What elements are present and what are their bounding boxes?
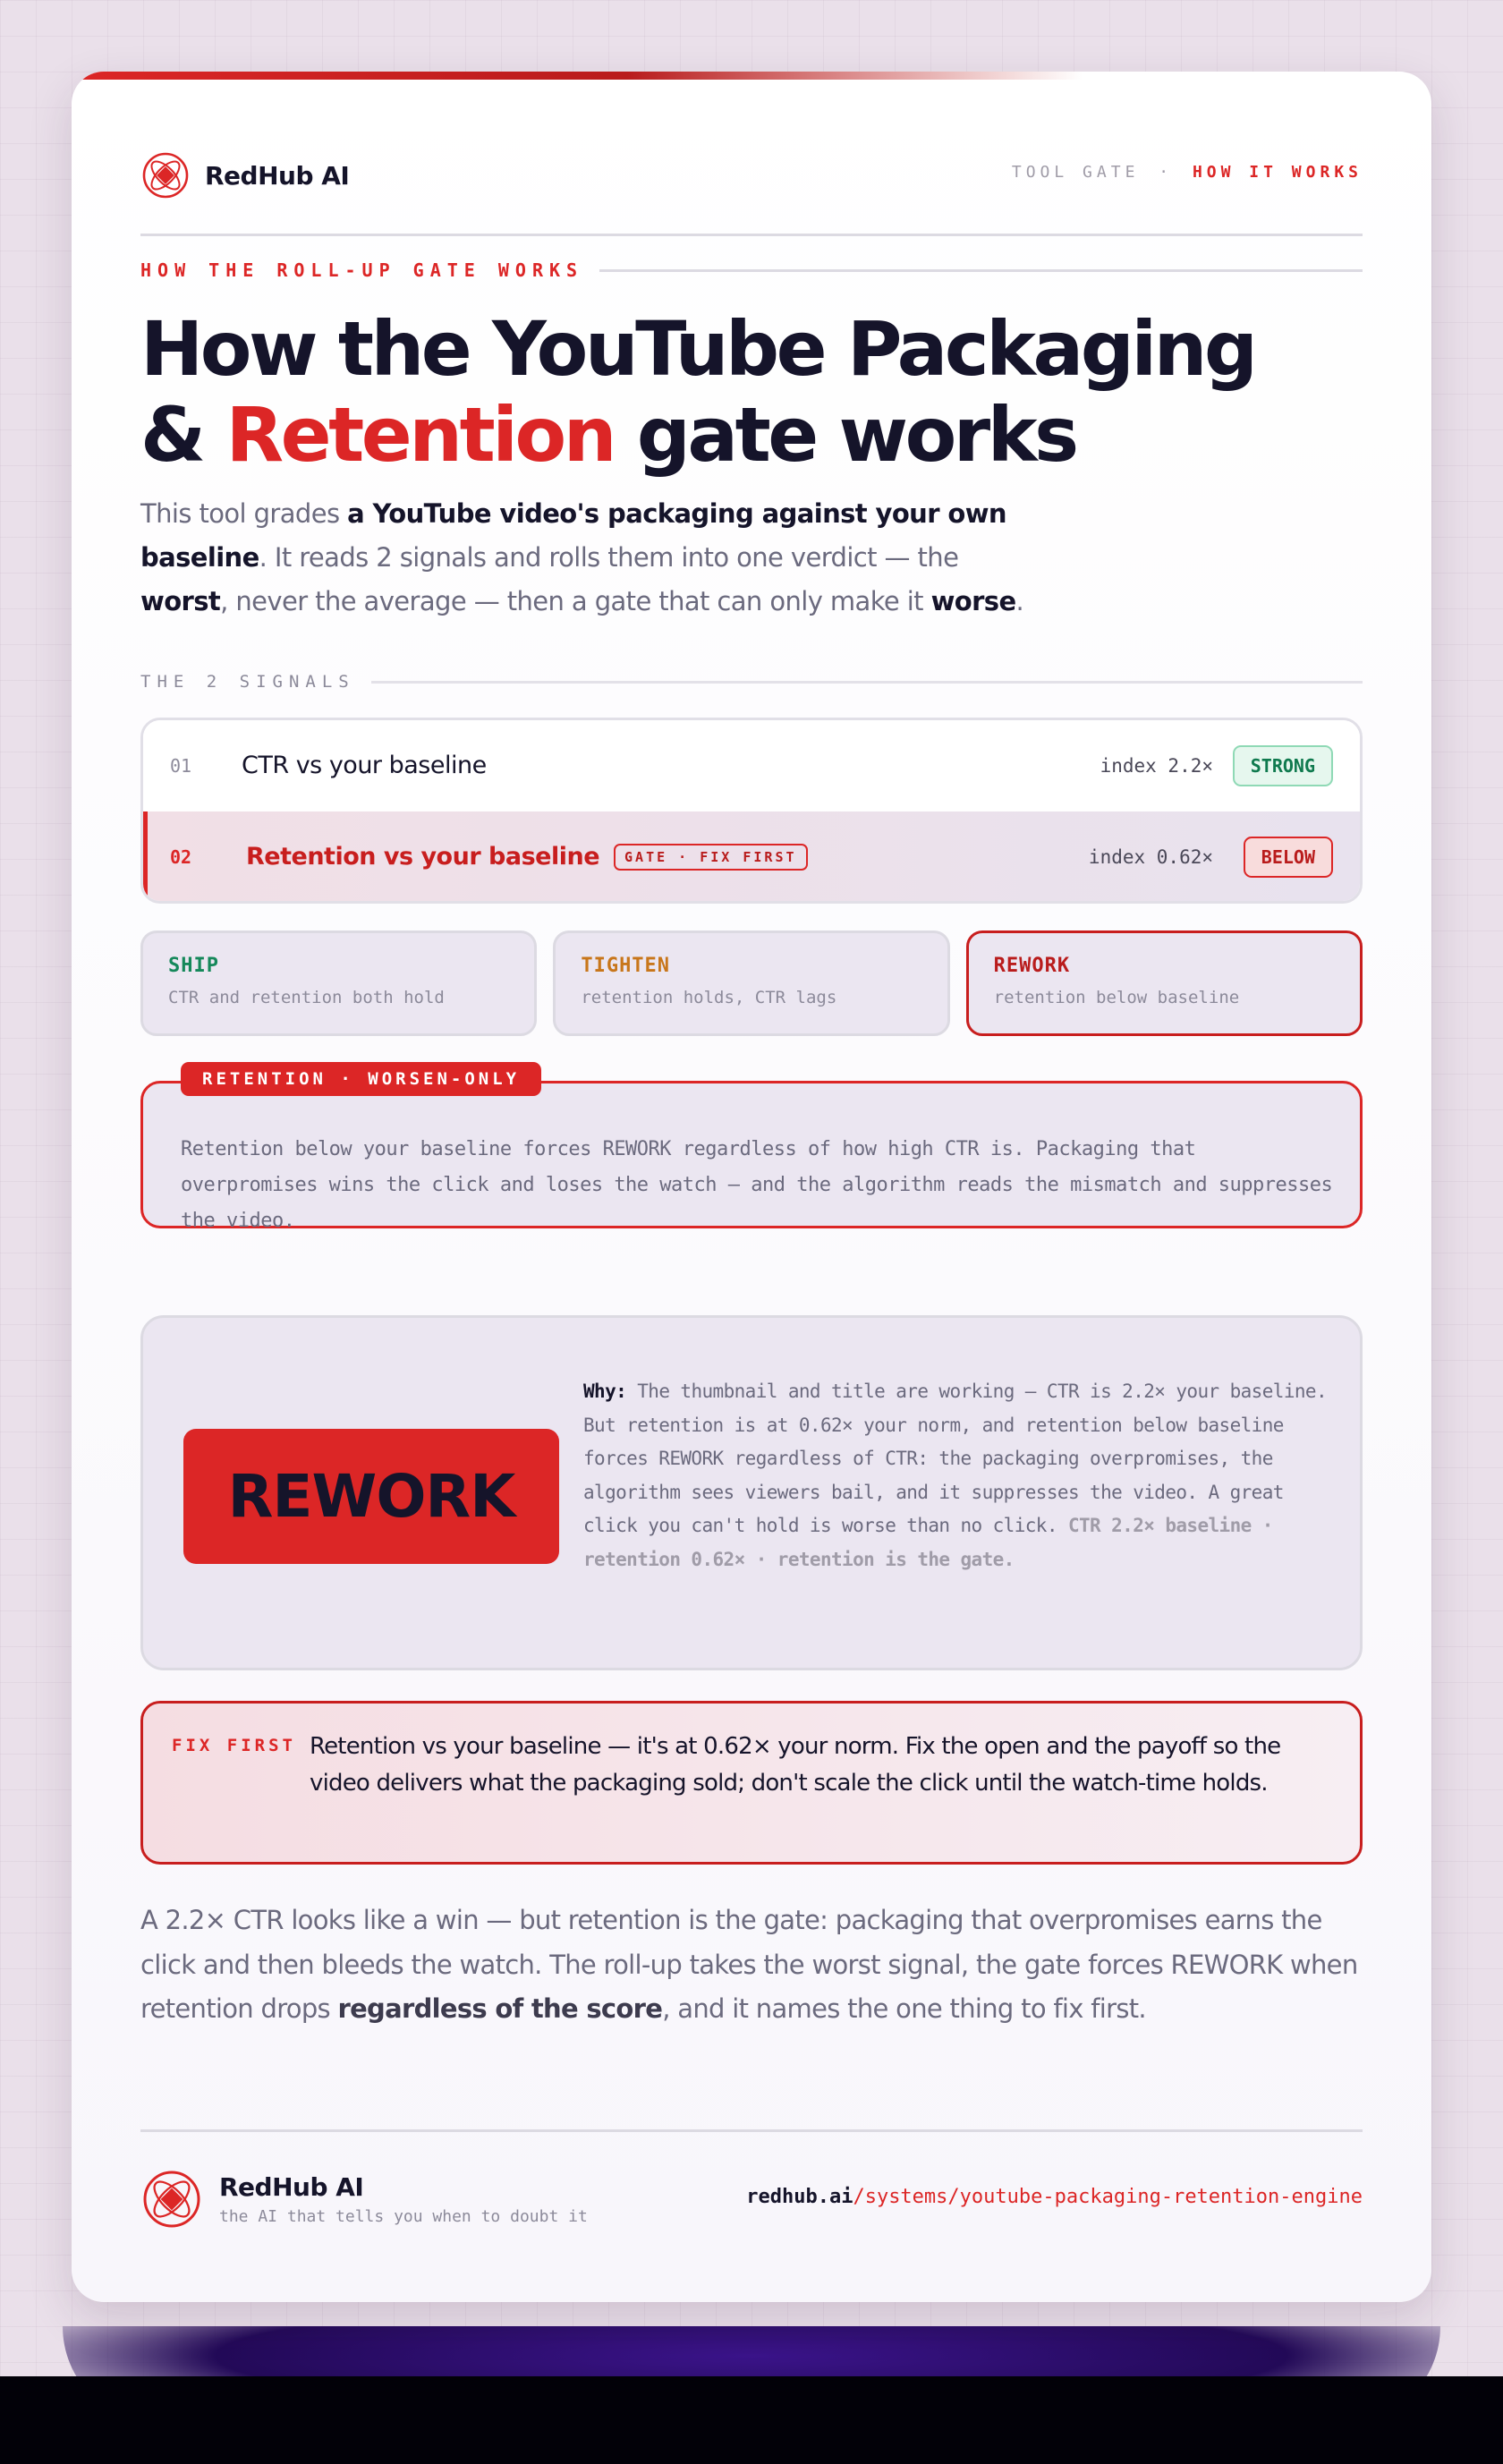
- fix-first-tag: FIX FIRST: [172, 1736, 296, 1755]
- summary-paragraph: [140, 1899, 1363, 2032]
- verdict-card-tighten[interactable]: [553, 930, 949, 1036]
- intro-text: , never the average — then a gate that can only make it: [220, 586, 931, 616]
- status-badge: BELOW: [1244, 837, 1333, 878]
- intro-bold: worst: [140, 586, 221, 616]
- fix-first-body: Retention vs your baseline — it's at 0.62× your norm. Fix the open and the payoff so the video delivers what the packaging sold; don't scale the click until the watch-time holds.: [310, 1733, 1281, 1797]
- summary-text: A 2.2× CTR looks like a win — but retention is the gate: packaging that overpromises earns the click and then bleeds the watch. The roll-up takes the worst signal, the gate forces REWORK when retention drops: [140, 1905, 1358, 2024]
- main-card: [72, 72, 1431, 2302]
- gate-tag: GATE · FIX FIRST: [614, 844, 808, 871]
- signal-index: index 0.62×: [1088, 845, 1213, 868]
- why-text: The thumbnail and title are working — CTR is 2.2× your baseline. But retention is at 0.62× your norm, and retention below baseline forces REWORK regardless of CTR: the packaging overpromises, the algorithm sees viewers bail, and it suppresses the video. A great click you can't hold is worse than no click.: [583, 1381, 1327, 1536]
- footer-url-link[interactable]: [746, 2186, 1363, 2208]
- result-explanation: [583, 1375, 1344, 1576]
- eyebrow-text: HOW THE ROLL-UP GATE WORKS: [140, 259, 584, 281]
- redhub-logo-icon: [140, 150, 191, 200]
- page-title: [140, 306, 1363, 478]
- callout-tag: RETENTION · WORSEN-ONLY: [181, 1062, 541, 1096]
- intro-text: . It reads 2 signals and rolls them into one verdict — the: [259, 542, 959, 573]
- fix-first-panel: [140, 1701, 1363, 1865]
- signal-label: Retention vs your baseline: [246, 843, 600, 871]
- verdict-subtitle: retention below baseline: [993, 988, 1240, 1007]
- verdict-options: [140, 930, 1363, 1036]
- title-accent: Retention: [225, 391, 615, 479]
- footer-brand[interactable]: [140, 2168, 588, 2230]
- result-meta: CTR 2.2× baseline · retention 0.62× · retention is the gate.: [583, 1515, 1273, 1570]
- intro-paragraph: [140, 492, 1044, 624]
- summary-bold: regardless of the score: [337, 1993, 663, 2024]
- brand-name: RedHub AI: [205, 160, 350, 191]
- signal-row[interactable]: [143, 811, 1360, 902]
- verdict-card-ship[interactable]: [140, 930, 537, 1036]
- background-band: [0, 2376, 1503, 2464]
- nav-how-it-works[interactable]: HOW IT WORKS: [1192, 163, 1363, 182]
- signal-index: index 2.2×: [1100, 754, 1213, 777]
- signals-divider: [371, 681, 1363, 684]
- header-nav: [1012, 163, 1363, 182]
- why-label: Why:: [583, 1381, 627, 1402]
- title-line2-suffix: gate works: [614, 391, 1076, 479]
- summary-text: , and it names the one thing to fix first.: [662, 1993, 1146, 2024]
- verdict-subtitle: CTR and retention both hold: [168, 988, 445, 1007]
- signals-table: [140, 718, 1363, 904]
- status-badge: STRONG: [1233, 745, 1333, 786]
- title-line2-prefix: &: [140, 391, 226, 479]
- verdict-card-rework[interactable]: [966, 930, 1363, 1036]
- url-path: /systems/youtube-packaging-retention-engine: [853, 2186, 1363, 2208]
- verdict-title: TIGHTEN: [581, 955, 671, 977]
- footer-tagline: the AI that tells you when to doubt it: [219, 2207, 588, 2226]
- card-accent-bar: [72, 72, 1083, 80]
- footer: [140, 2129, 1363, 2239]
- verdict-title: REWORK: [993, 955, 1071, 977]
- verdict-title: SHIP: [168, 955, 219, 977]
- callout-body: Retention below your baseline forces REWORK regardless of how high CTR is. Packaging that overpromises wins the click and loses the watch — and the algorithm reads the mismatch and suppresses the video.: [181, 1138, 1333, 1232]
- retention-callout: [140, 1069, 1363, 1232]
- url-host: redhub.ai: [746, 2186, 853, 2208]
- signal-label: CTR vs your baseline: [242, 752, 487, 779]
- eyebrow-divider: [599, 269, 1363, 272]
- signal-row[interactable]: [143, 720, 1360, 811]
- nav-separator: ·: [1159, 163, 1174, 182]
- title-line1: How the YouTube Packaging: [140, 305, 1255, 393]
- eyebrow: [140, 256, 1363, 285]
- signal-number: 02: [170, 845, 192, 868]
- result-panel: [140, 1315, 1363, 1670]
- verdict-subtitle: retention holds, CTR lags: [581, 988, 837, 1007]
- signals-label: [140, 669, 1363, 694]
- nav-tool-gate[interactable]: TOOL GATE: [1011, 163, 1140, 182]
- header: [140, 138, 1363, 236]
- intro-bold: worse: [930, 586, 1016, 616]
- signals-label-text: THE 2 SIGNALS: [140, 672, 355, 692]
- verdict-badge: REWORK: [183, 1429, 559, 1564]
- intro-text: This tool grades: [140, 498, 348, 529]
- brand[interactable]: [140, 150, 349, 200]
- redhub-logo-icon: [140, 2168, 203, 2230]
- intro-bold: a YouTube video's packaging against your own baseline: [140, 498, 1006, 573]
- intro-text: .: [1015, 586, 1024, 616]
- footer-brand-name: RedHub AI: [219, 2172, 364, 2202]
- signal-number: 01: [170, 754, 192, 777]
- footer-text: [219, 2172, 588, 2226]
